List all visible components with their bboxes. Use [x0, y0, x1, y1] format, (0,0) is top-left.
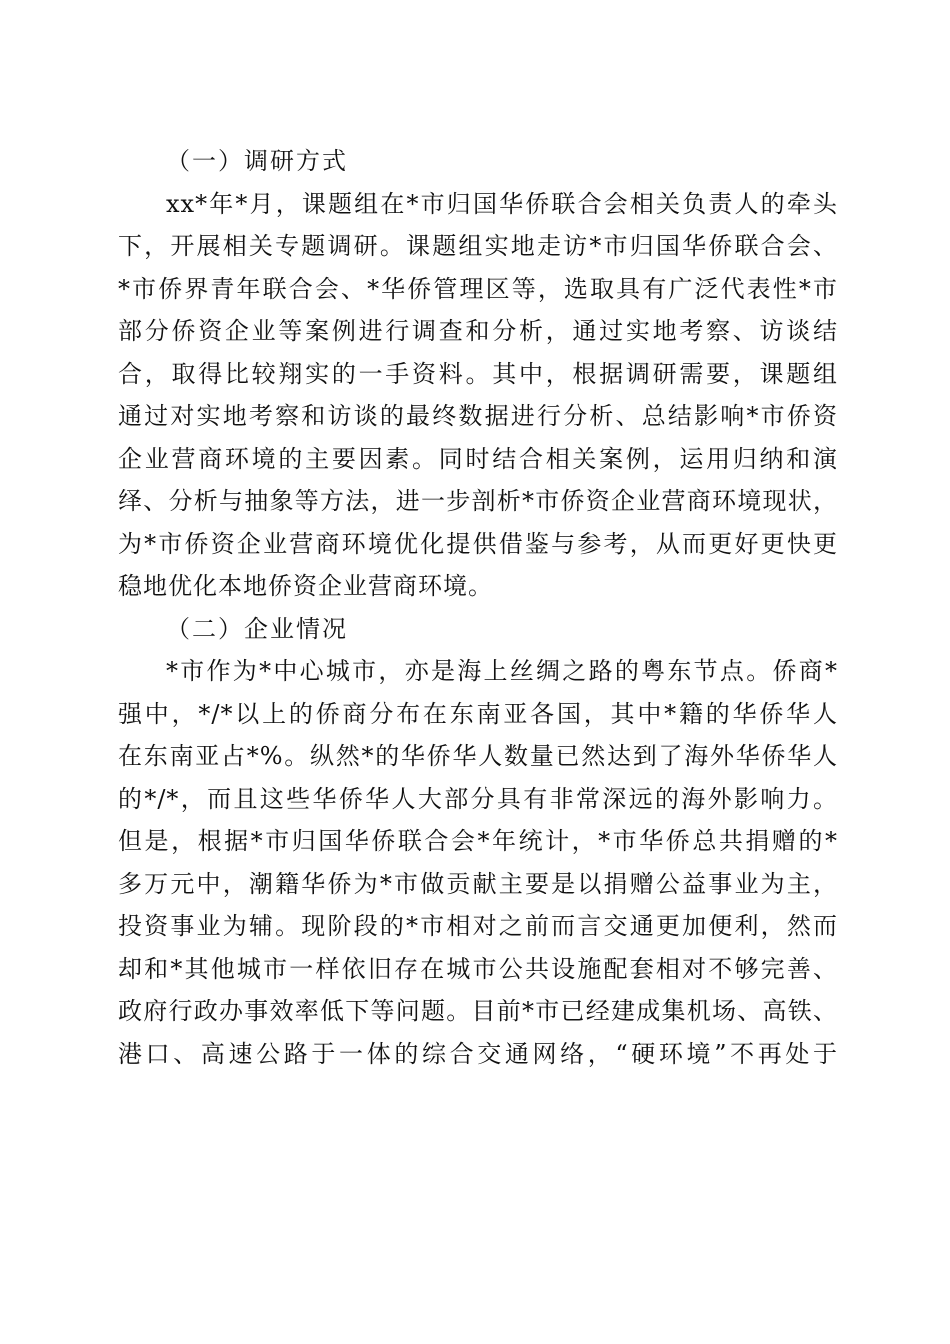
paragraph-line: 合，取得比较翔实的一手资料。其中，根据调研需要，课题组 — [118, 359, 838, 388]
paragraph-line: 部分侨资企业等案例进行调查和分析，通过实地考察、访谈结 — [118, 317, 838, 345]
paragraph-line: 通过对实地考察和访谈的最终数据进行分析、总结影响*市侨资 — [118, 402, 838, 430]
paragraph-line: 的*/*，而且这些华侨华人大部分具有非常深远的海外影响力。 — [118, 784, 838, 813]
paragraph-line: 但是，根据*市归国华侨联合会*年统计，*市华侨总共捐赠的* — [118, 827, 838, 855]
document-body — [118, 140, 838, 1075]
section-heading-enterprise-situation: （二）企业情况 — [166, 614, 348, 643]
paragraph-line: 企业营商环境的主要因素。同时结合相关案例，运用归纳和演 — [118, 444, 838, 473]
paragraph-line: 绎、分析与抽象等方法，进一步剖析*市侨资企业营商环境现状， — [118, 487, 838, 515]
paragraph-line: *市作为*中心城市，亦是海上丝绸之路的粤东节点。侨商* — [166, 657, 838, 685]
paragraph-line: 却和*其他城市一样依旧存在城市公共设施配套相对不够完善、 — [118, 954, 838, 983]
paragraph-line: 多万元中，潮籍华侨为*市做贡献主要是以捐赠公益事业为主， — [118, 869, 838, 898]
paragraph-line: 稳地优化本地侨资企业营商环境。 — [118, 572, 493, 600]
paragraph-line: 在东南亚占*%。纵然*的华侨华人数量已然达到了海外华侨华人 — [118, 742, 838, 770]
paragraph-line: xx*年*月，课题组在*市归国华侨联合会相关负责人的牵头 — [166, 189, 838, 218]
paragraph-line: 港口、高速公路于一体的综合交通网络，“硬环境”不再处于 — [118, 1039, 838, 1068]
paragraph-line: 为*市侨资企业营商环境优化提供借鉴与参考，从而更好更快更 — [118, 529, 838, 558]
paragraph-line: 政府行政办事效率低下等问题。目前*市已经建成集机场、高铁、 — [118, 997, 838, 1025]
section-heading-research-method: （一）调研方式 — [166, 147, 348, 175]
paragraph-line: *市侨界青年联合会、*华侨管理区等，选取具有广泛代表性*市 — [118, 274, 838, 303]
paragraph-line: 投资事业为辅。现阶段的*市相对之前而言交通更加便利，然而 — [118, 912, 838, 940]
paragraph-line: 强中，*/*以上的侨商分布在东南亚各国，其中*籍的华侨华人 — [118, 699, 838, 728]
paragraph-line: 下，开展相关专题调研。课题组实地走访*市归国华侨联合会、 — [118, 232, 838, 260]
